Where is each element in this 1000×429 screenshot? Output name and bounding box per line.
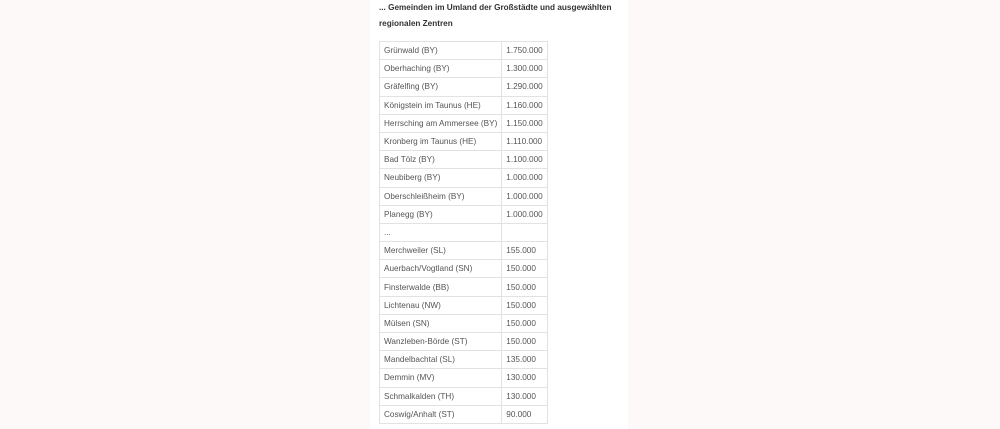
municipality-cell: Wanzleben-Börde (ST) — [380, 333, 502, 351]
municipality-cell: Königstein im Taunus (HE) — [380, 96, 502, 114]
municipality-cell: Mandelbachtal (SL) — [380, 351, 502, 369]
price-cell: 1.290.000 — [502, 78, 547, 96]
table-row — [380, 187, 548, 205]
municipality-cell: Demmin (MV) — [380, 369, 502, 387]
municipality-cell: Auerbach/Vogtland (SN) — [380, 260, 502, 278]
table-row — [380, 387, 548, 405]
price-cell: 1.300.000 — [502, 60, 547, 78]
municipality-cell: Herrsching am Ammersee (BY) — [380, 114, 502, 132]
price-cell: 155.000 — [502, 242, 547, 260]
municipality-cell: Finsterwalde (BB) — [380, 278, 502, 296]
municipality-cell: Lichtenau (NW) — [380, 296, 502, 314]
table-row — [380, 369, 548, 387]
table-row — [380, 351, 548, 369]
table-row — [380, 60, 548, 78]
price-cell: 150.000 — [502, 260, 547, 278]
price-cell: 1.110.000 — [502, 132, 547, 150]
table-row — [380, 405, 548, 423]
price-cell: 150.000 — [502, 333, 547, 351]
price-cell: 135.000 — [502, 351, 547, 369]
municipality-cell: Grünwald (BY) — [380, 42, 502, 60]
table-body — [380, 42, 548, 424]
municipality-cell: Gräfelfing (BY) — [380, 78, 502, 96]
price-cell: 1.100.000 — [502, 151, 547, 169]
table-row — [380, 333, 548, 351]
price-cell: 90.000 — [502, 405, 547, 423]
municipality-cell: Kronberg im Taunus (HE) — [380, 132, 502, 150]
municipality-cell: Merchweiler (SL) — [380, 242, 502, 260]
municipality-cell: Mülsen (SN) — [380, 314, 502, 332]
price-cell: 1.160.000 — [502, 96, 547, 114]
table-row — [380, 314, 548, 332]
price-cell: 1.750.000 — [502, 42, 547, 60]
table-row — [380, 114, 548, 132]
table-row — [380, 78, 548, 96]
table-row — [380, 96, 548, 114]
price-cell: 150.000 — [502, 314, 547, 332]
table-row — [380, 132, 548, 150]
table-row — [380, 242, 548, 260]
municipality-cell: Oberschleißheim (BY) — [380, 187, 502, 205]
price-cell: 1.000.000 — [502, 169, 547, 187]
table-row — [380, 278, 548, 296]
price-cell — [502, 223, 547, 241]
price-cell: 130.000 — [502, 369, 547, 387]
table-row — [380, 42, 548, 60]
price-cell: 1.000.000 — [502, 205, 547, 223]
price-cell: 1.150.000 — [502, 114, 547, 132]
municipality-cell: ... — [380, 223, 502, 241]
municipality-cell: Oberhaching (BY) — [380, 60, 502, 78]
price-cell: 150.000 — [502, 278, 547, 296]
table-row — [380, 296, 548, 314]
municipality-cell: Planegg (BY) — [380, 205, 502, 223]
municipality-cell: Bad Tölz (BY) — [380, 151, 502, 169]
price-cell: 150.000 — [502, 296, 547, 314]
section-heading: ... Gemeinden im Umland der Großstädte und ausgewählten regionalen Zentren — [379, 3, 612, 28]
price-cell: 1.000.000 — [502, 187, 547, 205]
table-row — [380, 169, 548, 187]
table-row — [380, 223, 548, 241]
table-row — [380, 260, 548, 278]
municipality-cell: Coswig/Anhalt (ST) — [380, 405, 502, 423]
municipality-cell: Neubiberg (BY) — [380, 169, 502, 187]
municipality-cell: Schmalkalden (TH) — [380, 387, 502, 405]
table-row — [380, 205, 548, 223]
table-row — [380, 151, 548, 169]
content-area — [370, 0, 628, 429]
price-cell: 130.000 — [502, 387, 547, 405]
price-table — [379, 41, 548, 424]
